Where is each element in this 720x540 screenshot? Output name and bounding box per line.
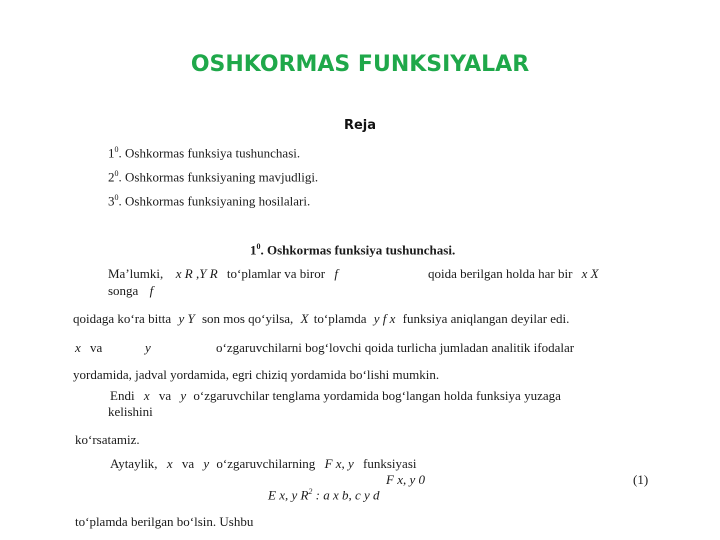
body-line-6: Endi x va y o‘zgaruvchilar tenglama yordamida bog‘langan holda funksiya yuzaga (110, 388, 561, 403)
plan-heading: Reja (343, 118, 377, 133)
body-line-4b: y (145, 340, 151, 355)
equation-number: (1) (633, 472, 649, 487)
body-line-10: to‘plamda berilgan bo‘lsin. Ushbu (75, 514, 254, 529)
body-line-8: ko‘rsatamiz. (75, 432, 140, 447)
plan-item-1: $1^0$. Oshkormas funksiya tushunchasi. (108, 145, 301, 161)
body-line-1b: qoida berilgan holda har bir x X (428, 266, 599, 281)
body-line-7: kelishini (108, 404, 153, 419)
body-line-1: Ma’lumki, x R ,Y R to‘plamlar va biror f (108, 266, 338, 281)
body-line-5: yordamida, jadval yordamida, egri chiziq yordamida bo‘lishi mumkin. (73, 367, 440, 382)
set-definition: E x, y $R^2$ : a x b, c y d (268, 487, 380, 503)
body-line-2: songa f (108, 283, 154, 298)
plan-item-2: $2^0$. Oshkormas funksiyaning mavjudligi. (108, 169, 319, 185)
body-line-4c: o‘zgaruvchilarni bog‘lovchi qoida turlicha jumladan analitik ifodalar (216, 340, 575, 355)
page-title: OSHKORMAS FUNKSIYALAR (190, 52, 530, 77)
body-line-4a: x va (75, 340, 103, 355)
body-line-9: Aytaylik, x va y o‘zgaruvchilarning F x, y funksiyasi (110, 456, 417, 471)
equation-1: F x, y 0 (386, 472, 425, 487)
plan-item-3: $3^0$. Oshkormas funksiyaning hosilalari. (108, 193, 311, 209)
body-line-3: qoidaga ko‘ra bitta y Y son mos qo‘yilsa, X to‘plamda y f x funksiya aniqlangan deyilar edi. (73, 311, 570, 326)
section-heading: $1^0$. Oshkormas funksiya tushunchasi. (250, 242, 456, 258)
